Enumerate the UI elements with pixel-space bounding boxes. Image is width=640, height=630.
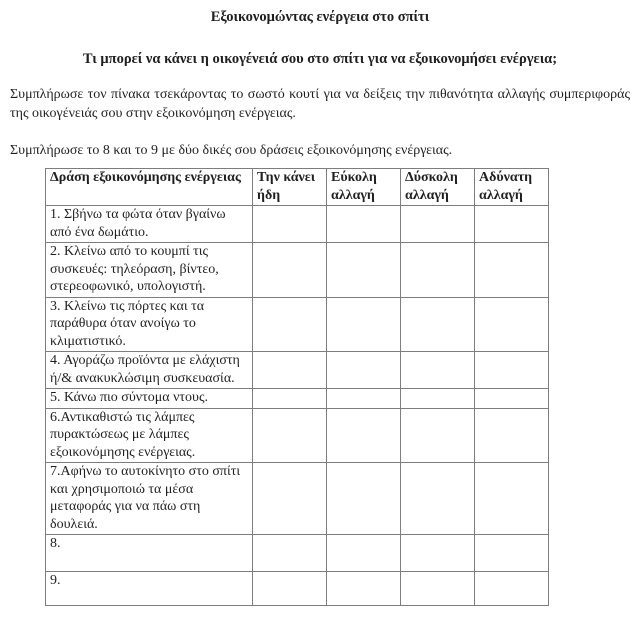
- action-cell-7: 7.Αφήνω το αυτοκίνητο στο σπίτι και χρησιμοποιώ τα μέσα μεταφοράς για να πάω στη δουλειά.: [46, 463, 253, 535]
- checkbox-cell-r6-c1[interactable]: [253, 408, 327, 463]
- checkbox-cell-r4-c1[interactable]: [253, 352, 327, 389]
- checkbox-cell-r6-c3[interactable]: [401, 408, 475, 463]
- table-body: [46, 206, 549, 606]
- column-header-2: Την κάνει ήδη: [253, 169, 327, 206]
- checkbox-cell-r1-c4[interactable]: [475, 206, 549, 243]
- question-heading: Τι μπορεί να κάνει η οικογένειά σου στο σπίτι για να εξοικονομήσει ενέργεια;: [82, 51, 558, 67]
- checkbox-cell-r8-c4[interactable]: [475, 535, 549, 572]
- checkbox-cell-r2-c1[interactable]: [253, 243, 327, 298]
- checkbox-cell-r4-c2[interactable]: [327, 352, 401, 389]
- action-cell-3: 3. Κλείνω τις πόρτες και τα παράθυρα όταν ανοίγω το κλιματιστικό.: [46, 297, 253, 352]
- action-cell-5: 5. Κάνω πιο σύντομα ντους.: [46, 389, 253, 409]
- checkbox-cell-r1-c1[interactable]: [253, 206, 327, 243]
- checkbox-cell-r1-c2[interactable]: [327, 206, 401, 243]
- checkbox-cell-r3-c4[interactable]: [475, 297, 549, 352]
- checkbox-cell-r3-c3[interactable]: [401, 297, 475, 352]
- table-row-4: [46, 352, 549, 389]
- checkbox-cell-r7-c1[interactable]: [253, 463, 327, 535]
- checkbox-cell-r2-c3[interactable]: [401, 243, 475, 298]
- checkbox-cell-r5-c1[interactable]: [253, 389, 327, 409]
- checkbox-cell-r4-c4[interactable]: [475, 352, 549, 389]
- table-row-5: [46, 389, 549, 409]
- table-row-9: [46, 572, 549, 606]
- column-header-3: Εύκολη αλλαγή: [327, 169, 401, 206]
- checkbox-cell-r8-c3[interactable]: [401, 535, 475, 572]
- checkbox-cell-r5-c2[interactable]: [327, 389, 401, 409]
- checkbox-cell-r6-c2[interactable]: [327, 408, 401, 463]
- action-cell-6: 6.Αντικαθιστώ τις λάμπες πυρακτώσεως με λάμπες εξοικονόμησης ενέργειας.: [46, 408, 253, 463]
- checkbox-cell-r7-c2[interactable]: [327, 463, 401, 535]
- checkbox-cell-r5-c4[interactable]: [475, 389, 549, 409]
- header-row: [46, 169, 549, 206]
- table-row-6: [46, 408, 549, 463]
- energy-actions-table: [45, 168, 549, 606]
- checkbox-cell-r6-c4[interactable]: [475, 408, 549, 463]
- table-row-8: [46, 535, 549, 572]
- page-title: Εξοικονομώντας ενέργεια στο σπίτι: [210, 9, 430, 25]
- checkbox-cell-r8-c2[interactable]: [327, 535, 401, 572]
- table-row-7: [46, 463, 549, 535]
- action-cell-4: 4. Αγοράζω προϊόντα με ελάχιστη ή/& ανακυκλώσιμη συσκευασία.: [46, 352, 253, 389]
- action-cell-2: 2. Κλείνω από το κουμπί τις συσκευές: τηλεόραση, βίντεο, στερεοφωνικό, υπολογιστή.: [46, 243, 253, 298]
- column-header-5: Αδύνατη αλλαγή: [475, 169, 549, 206]
- checkbox-cell-r9-c3[interactable]: [401, 572, 475, 606]
- checkbox-cell-r3-c2[interactable]: [327, 297, 401, 352]
- checkbox-cell-r7-c3[interactable]: [401, 463, 475, 535]
- column-header-4: Δύσκολη αλλαγή: [401, 169, 475, 206]
- checkbox-cell-r7-c4[interactable]: [475, 463, 549, 535]
- checkbox-cell-r8-c1[interactable]: [253, 535, 327, 572]
- instruction-paragraph-2: Συμπλήρωσε το 8 και το 9 με δύο δικές σου δράσεις εξοικονόμησης ενέργειας.: [10, 143, 453, 158]
- checkbox-cell-r9-c2[interactable]: [327, 572, 401, 606]
- checkbox-cell-r2-c2[interactable]: [327, 243, 401, 298]
- checkbox-cell-r2-c4[interactable]: [475, 243, 549, 298]
- worksheet-page: [10, 0, 630, 606]
- action-input-cell-8[interactable]: 8.: [46, 535, 253, 572]
- table-row-1: [46, 206, 549, 243]
- checkbox-cell-r9-c4[interactable]: [475, 572, 549, 606]
- checkbox-cell-r5-c3[interactable]: [401, 389, 475, 409]
- table-row-3: [46, 297, 549, 352]
- action-input-cell-9[interactable]: 9.: [46, 572, 253, 606]
- checkbox-cell-r9-c1[interactable]: [253, 572, 327, 606]
- checkbox-cell-r4-c3[interactable]: [401, 352, 475, 389]
- checkbox-cell-r1-c3[interactable]: [401, 206, 475, 243]
- table-row-2: [46, 243, 549, 298]
- action-cell-1: 1. Σβήνω τα φώτα όταν βγαίνω από ένα δωμάτιο.: [46, 206, 253, 243]
- instruction-paragraph-1: Συμπλήρωσε τον πίνακα τσεκάροντας το σωστό κουτί για να δείξεις την πιθανότητα αλλαγής συμπεριφοράς της οικογένειάς σου στην εξοικονόμηση ενέργειας.: [10, 87, 630, 121]
- checkbox-cell-r3-c1[interactable]: [253, 297, 327, 352]
- column-header-1: Δράση εξοικονόμησης ενέργειας: [46, 169, 253, 206]
